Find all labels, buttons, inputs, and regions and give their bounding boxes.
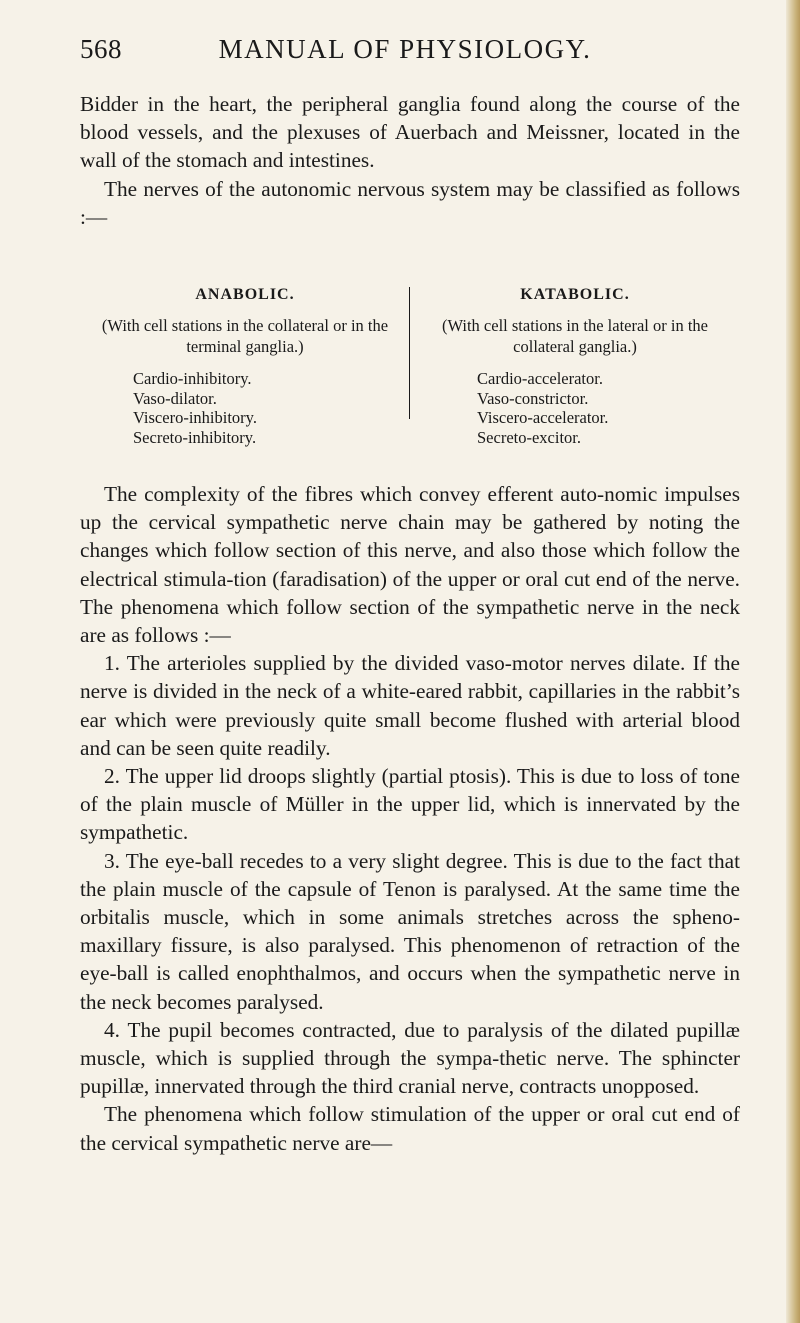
anabolic-item: Secreto-inhibitory. <box>133 427 257 447</box>
katabolic-item: Viscero-accelerator. <box>477 408 609 427</box>
anabolic-item: Cardio-inhibitory. <box>133 369 252 388</box>
katabolic-items <box>410 369 740 447</box>
anabolic-note: (With cell stations in the collateral or in the terminal ganglia.) <box>101 316 389 356</box>
anabolic-column <box>80 285 410 447</box>
page-edge <box>786 0 800 1323</box>
anabolic-item: Viscero-inhibitory. <box>133 408 257 427</box>
intro-paragraph-2: The nerves of the autonomic nervous system may be classified as follows :— <box>80 176 740 229</box>
paragraph-complexity: The complexity of the fibres which convey efferent auto-nomic impulses up the cervical sympathetic nerve chain may be gathered by noting the changes which follow section of this nerve, and also those which follow the electrical stimula-tion (faradisation) of the upper or oral cut end of the nerve. The phenomena which follow section of the sympathetic nerve in the neck are as follows :— <box>80 482 740 648</box>
running-header <box>80 30 730 70</box>
katabolic-column <box>410 285 740 447</box>
anabolic-item: Vaso-dilator. <box>133 388 217 408</box>
intro-text <box>80 90 740 231</box>
katabolic-heading: KATABOLIC. <box>520 286 630 303</box>
paragraph-item-3: 3. The eye-ball recedes to a very slight degree. This is due to the fact that the plain muscle of the capsule of Tenon is paralysed. At the same time the orbitalis muscle, which in some animals stretches across the spheno-maxillary fissure, is also paralysed. This phenomenon of retraction of the eye-ball is called enophthalmos, and occurs when the sympathetic nerve in the neck becomes paralysed. <box>80 848 740 1014</box>
katabolic-item: Cardio-accelerator. <box>477 369 603 388</box>
paragraph-item-2: 2. The upper lid droops slightly (partial ptosis). This is due to loss of tone of the plain muscle of Müller in the upper lid, which is innervated by the sympathetic. <box>80 764 740 845</box>
classification-table <box>80 285 740 447</box>
katabolic-item: Vaso-constrictor. <box>477 388 589 408</box>
anabolic-items <box>80 369 410 447</box>
katabolic-note: (With cell stations in the lateral or in the collateral ganglia.) <box>441 316 708 356</box>
running-title: MANUAL OF PHYSIOLOGY. <box>218 34 592 64</box>
paragraph-item-1: 1. The arterioles supplied by the divided vaso-motor nerves dilate. If the nerve is divided in the neck of a white-eared rabbit, capillaries in the rabbit’s ear which were previously quite small become flushed with arterial blood and can be seen quite readily. <box>80 651 740 760</box>
paragraph-stimulation: The phenomena which follow stimulation of the upper or oral cut end of the cervical sympathetic nerve are— <box>80 1102 740 1155</box>
paragraph-item-4: 4. The pupil becomes contracted, due to paralysis of the dilated pupillæ muscle, which is supplied through the sympa-thetic nerve. The sphincter pupillæ, innervated through the third cranial nerve, contracts unopposed. <box>80 1017 740 1099</box>
anabolic-heading: ANABOLIC. <box>195 286 295 303</box>
katabolic-item: Secreto-excitor. <box>477 427 581 447</box>
intro-paragraph-1: Bidder in the heart, the peripheral ganglia found along the course of the blood vessels, and the plexuses of Auerbach and Meissner, located in the wall of the stomach and intestines. <box>80 92 740 173</box>
page-number: 568 <box>80 34 122 64</box>
main-text <box>80 480 740 1157</box>
